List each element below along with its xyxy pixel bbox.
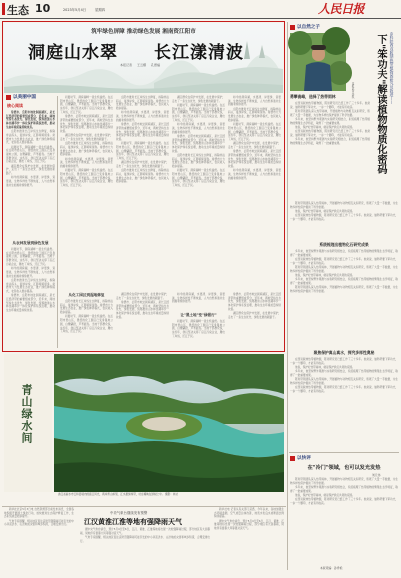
body-paragraph: 多年来，他坚持野外观测与实验研究相结合，系统梳理了热带植物的繁殖生态学特征，取得了一批重要成果。 xyxy=(290,138,370,145)
body-paragraph: 如今的洞庭湖，水更清、岸更绿、景更美，生物多样性不断恢复，人与自然和谐共生的画卷徐徐展开。 xyxy=(172,123,225,134)
top-story-column-4c xyxy=(172,320,225,348)
body-paragraph: 多年来，他坚持野外观测与实验研究相结合，系统梳理了热带植物的繁殖生态学特征，取得了一批重要成果。 xyxy=(290,278,398,285)
body-paragraph: 新华社电 记者从有关部门获悉，今年以来，各地加强生态环境监测，空气质量总体改善，地表水优良水质断面比例持续提高。 xyxy=(214,508,284,519)
body-paragraph: 初夏时节，洞庭湖畔一派生机盎然。在岳阳市君山区，曾经的化工园区已变身湿地公园，白鹭翩跹，芦苇摇曳。当地干部群众说，这些年，我们坚决关停了沿江污染企业，腾出了岸线，还江于民。 xyxy=(6,145,55,164)
body-paragraph: 初夏时节，洞庭湖畔一派生机盎然。在岳阳市君山区，曾经的化工园区已变身湿地公园，白鹭翩跹，芦苇摇曳。当地干部群众说，这些年，我们坚决关停了沿江污染企业，腾出了岸线，还江于民。 xyxy=(6,248,55,266)
body-paragraph: 在西双版纳热带植物园，陈进研究员已经工作了三十多年。他常说，做科研要下笨功夫，一步一个脚印，才能有所收获。 xyxy=(290,386,398,393)
body-paragraph: 多年来，他坚持野外观测与实验研究相结合，系统梳理了热带植物的繁殖生态学特征，取得了一批重要成果。 xyxy=(290,118,370,125)
body-paragraph: 据中央气象台消息，预计5月4日至6日，江汉、黄淮、江淮等地将出现一次较强降雨过程，部分地区有大到暴雨，局地伴有雷暴大风等强对流天气。 xyxy=(214,519,284,531)
top-story-column-4 xyxy=(172,96,225,292)
body-paragraph: 常德市、岳阳市地处洞庭湖区，是长江经济带的重要组成部分，近年来，两地坚持生态优先、绿色发展，统筹推进山水林田湖草沙一体化保护和系统治理，推动生态环境质量持续改善。 xyxy=(6,111,55,129)
body-paragraph: 岳阳市推进长江岸线生态修复，拆除非法码头，复绿岸线，江豚频频现身。常德市大力发展生态农业，推广绿色种养模式，农民收入稳步提高。 xyxy=(6,130,55,145)
body-paragraph: 常德市、岳阳市地处洞庭湖区，是长江经济带的重要组成部分，近年来，两地坚持生态优先、绿色发展，统筹推进山水林田湖草沙一体化保护和系统治理，推动生态环境质量持续改善。 xyxy=(6,294,55,313)
top-story-kicker: 筑牢绿色屏障 推动绿色发展 湘南资江阳市 xyxy=(91,29,196,35)
right-tag-icon xyxy=(290,25,295,30)
right-column-text-3 xyxy=(290,358,398,450)
body-paragraph: 陈进带领团队深入热带雨林，开展植物与动物相互关系研究，积累了大量一手数据，为生物多样性保护提供了科学依据。 xyxy=(290,110,370,117)
top-story-banner xyxy=(4,23,283,93)
body-paragraph: 如今的洞庭湖，水更清、岸更绿、景更美，生物多样性不断恢复，人与自然和谐共生的画卷徐徐展开。 xyxy=(172,293,225,304)
byline-reporter-1: 王云娜 xyxy=(137,63,147,67)
body-paragraph: 岳阳市推进长江岸线生态修复，拆除非法码头，复绿岸线，江豚频频现身。常德市大力发展生态农业，推广绿色种养模式，农民收入稳步提高。 xyxy=(6,278,55,293)
top-story-subhead-4: 让"黑土地"变"绿银行" xyxy=(180,313,217,317)
right-column-subhead-1: 勇攀高峰，选择了热带雨林 xyxy=(290,94,336,99)
right-tag-label: 以自然之子 xyxy=(297,25,320,30)
top-story-column-3 xyxy=(116,96,169,292)
right-column-tag xyxy=(290,24,320,30)
body-paragraph: 初夏时节，洞庭湖畔一派生机盎然。在岳阳市君山区，曾经的化工园区已变身湿地公园，白鹭翩跹，芦苇摇曳。当地干部群众说，这些年，我们坚决关停了沿江污染企业，腾出了岸线，还江于民。 xyxy=(172,320,225,338)
top-story-column-5b xyxy=(228,293,281,348)
body-paragraph: 初夏时节，洞庭湖畔一派生机盎然。在岳阳市君山区，曾经的化工园区已变身湿地公园，白鹭翩跹，芦苇摇曳。当地干部群众说，这些年，我们坚决关停了沿江污染企业，腾出了岸线，还江于民。 xyxy=(172,104,225,122)
byline-reporter-2: 孔德福 xyxy=(151,63,161,67)
body-paragraph: 陈进带领团队深入热带雨林，开展植物与动物相互关系研究，积累了大量一手数据，为生物多样性保护提供了科学依据。 xyxy=(290,478,398,485)
top-story-column-1b xyxy=(6,248,55,348)
body-paragraph: 初夏时节，洞庭湖畔一派生机盎然。在岳阳市君山区，曾经的化工园区已变身湿地公园，白鹭翩跹，芦苇摇曳。当地干部群众说，这些年，我们坚决关停了沿江污染企业，腾出了岸线，还江于民。 xyxy=(60,169,113,188)
top-story-subhead-2: 从农林发展到绿色发展 xyxy=(12,241,49,245)
body-paragraph: 常德市、岳阳市地处洞庭湖区，是长江经济带的重要组成部分，近年来，两地坚持生态优先、绿色发展，统筹推进山水林田湖草沙一体化保护和系统治理，推动生态环境质量持续改善。 xyxy=(228,293,281,311)
caption-text: 浙江省丽水市云和县境内的瓯江风光，两岸青山如黛，江水碧绿如带，村庄掩映在绿树之中。 xyxy=(58,493,165,496)
body-paragraph: 他说，保护好热带雨林，就是保护我们共同的家园。 xyxy=(295,274,355,277)
body-paragraph: 常德市、岳阳市地处洞庭湖区，是长江经济带的重要组成部分，近年来，两地坚持生态优先、绿色发展，统筹推进山水林田湖草沙一体化保护和系统治理，推动生态环境质量持续改善。 xyxy=(172,134,225,153)
core-reading-label: 核心阅读 xyxy=(7,103,23,108)
quick-comment-author: 刘元伟 xyxy=(372,473,381,477)
body-paragraph: 他说，保护好热带雨林，就是保护我们共同的家园。 xyxy=(295,494,355,497)
top-story-section-tag xyxy=(6,94,36,100)
bottom-story-rule xyxy=(2,506,286,507)
body-paragraph: 如今的洞庭湖，水更清、岸更绿、景更美，生物多样性不断恢复，人与自然和谐共生的画卷徐徐展开。 xyxy=(228,169,281,180)
issue-weekday: 星期四 xyxy=(95,8,106,12)
body-paragraph: 他说，保护好热带雨林，就是保护我们共同的家园。 xyxy=(295,210,355,213)
page-editor-credit: 本版责编：孙秀艳 xyxy=(320,566,343,570)
river-landscape-image xyxy=(54,354,284,492)
body-paragraph: 湖区群众在保护中发展，在发展中保护，走出了一条生态优先、绿色发展的新路子。 xyxy=(228,142,281,149)
body-paragraph: 湖区群众在保护中发展，在发展中保护，走出了一条生态优先、绿色发展的新路子。 xyxy=(116,161,169,169)
feature-title-panel xyxy=(4,354,52,492)
body-paragraph: 在西双版纳热带植物园，陈进研究员已经工作了三十多年。他常说，做科研要下笨功夫，一步一个脚印，才能有所收获。 xyxy=(290,102,370,109)
quick-comment-headline: 在"冷门"领域，也可以发光发热 xyxy=(307,465,381,471)
caption-credit: 摄影：林达 xyxy=(165,493,179,496)
body-paragraph: 陈进带领团队深入热带雨林，开展植物与动物相互关系研究，积累了大量一手数据，为生物多样性保护提供了科学依据。 xyxy=(290,286,398,293)
column-rule xyxy=(57,96,58,348)
body-paragraph: 湖区群众在保护中发展，在发展中保护，走出了一条生态优先、绿色发展的新路子。 xyxy=(60,134,113,141)
body-paragraph: 如今的洞庭湖，水更清、岸更绿、景更美，生物多样性不断恢复，人与自然和谐共生的画卷徐徐展开。 xyxy=(6,267,55,278)
section-name: 生态 xyxy=(7,4,29,17)
top-story-headline-left: 洞庭山水翠 xyxy=(28,43,118,63)
top-story-column-1 xyxy=(6,111,55,239)
body-paragraph: 常德市、岳阳市地处洞庭湖区，是长江经济带的重要组成部分，近年来，两地坚持生态优先、绿色发展，统筹推进山水林田湖草沙一体化保护和系统治理，推动生态环境质量持续改善。 xyxy=(116,123,169,141)
body-paragraph: 湖区群众在保护中发展，在发展中保护，走出了一条生态优先、绿色发展的新路子。 xyxy=(116,293,169,300)
top-story-headline-right: 长江漾清波 xyxy=(154,43,244,63)
body-paragraph: 初夏时节，洞庭湖畔一派生机盎然。在岳阳市君山区，曾经的化工园区已变身湿地公园，白鹭翩跹，芦苇摇曳。当地干部群众说，这些年，我们坚决关停了沿江污染企业，腾出了岸线，还江于民。 xyxy=(60,96,113,114)
body-paragraph: 他说，保护好热带雨林，就是保护我们共同的家园。 xyxy=(295,126,355,129)
feature-photo-caption xyxy=(58,493,280,505)
body-paragraph: 岳阳市推进长江岸线生态修复，拆除非法码头，复绿岸线，江豚频频现身。常德市大力发展生态农业，推广绿色种养模式，农民收入稳步提高。 xyxy=(172,153,225,169)
masthead xyxy=(0,0,401,22)
top-story-column-3b xyxy=(116,293,169,348)
page-number: 10 xyxy=(35,2,51,15)
body-paragraph: 湖区群众在保护中发展，在发展中保护，走出了一条生态优先、绿色发展的新路子。 xyxy=(228,312,281,319)
top-story-column-2 xyxy=(60,96,113,292)
body-paragraph: 湖区群众在保护中发展，在发展中保护，走出了一条生态优先、绿色发展的新路子。 xyxy=(172,96,225,103)
body-paragraph: 初夏时节，洞庭湖畔一派生机盎然。在岳阳市君山区，曾经的化工园区已变身湿地公园，白鹭翩跹，芦苇摇曳。当地干部群众说，这些年，我们坚决关停了沿江污染企业，腾出了岸线，还江于民。 xyxy=(116,142,169,161)
body-paragraph: 他说，保护好热带雨林，就是保护我们共同的家园。 xyxy=(295,366,355,369)
body-paragraph: 多年来，他坚持野外观测与实验研究相结合，系统梳理了热带植物的繁殖生态学特征，取得了一批重要成果。 xyxy=(290,486,398,493)
body-paragraph: 气象专家提醒，相关地区需注意防范强降雨可能引发的中小河流洪水、山洪地质灾害和城乡积涝，合理安排出行。 xyxy=(80,536,210,543)
issue-date: 2023年5月4日 xyxy=(63,8,87,12)
section-tag-icon xyxy=(6,95,11,100)
feature-photo xyxy=(54,354,284,492)
body-paragraph: 岳阳市推进长江岸线生态修复，拆除非法码头，复绿岸线，江豚频频现身。常德市大力发展生态农业，推广绿色种养模式，农民收入稳步提高。 xyxy=(116,169,169,184)
body-paragraph: 岳阳市推进长江岸线生态修复，拆除非法码头，复绿岸线，江豚频频现身。常德市大力发展生态农业，推广绿色种养模式，农民收入稳步提高。 xyxy=(60,300,113,315)
masthead-rule xyxy=(0,18,401,19)
quick-comment-tag xyxy=(290,455,311,461)
body-paragraph: 岳阳市推进长江岸线生态修复，拆除非法码头，复绿岸线，江豚频频现身。常德市大力发展生态农业，推广绿色种养模式，农民收入稳步提高。 xyxy=(228,107,281,122)
body-paragraph: 陈进带领团队深入热带雨林，开展植物与动物相互关系研究，积累了大量一手数据，为生物多样性保护提供了科学依据。 xyxy=(290,266,398,273)
section-tag-label: 以美丽中国 xyxy=(13,95,36,100)
body-paragraph: 常德市、岳阳市地处洞庭湖区，是长江经济带的重要组成部分，近年来，两地坚持生态优先、绿色发展，统筹推进山水林田湖草沙一体化保护和系统治理，推动生态环境质量持续改善。 xyxy=(228,150,281,169)
portrait-illustration xyxy=(290,33,346,91)
body-paragraph: 气象专家提醒，相关地区需注意防范强降雨可能引发的中小河流洪水、山洪地质灾害和城乡积涝，合理安排出行。 xyxy=(4,519,74,527)
right-column-text-1b xyxy=(290,202,398,242)
right-column-headline: 下"笨功夫"解读植物物质化密码 xyxy=(375,34,386,175)
top-story-subhead-3: 从化工园区到湿地修复 xyxy=(68,293,105,297)
right-column-divider xyxy=(287,22,288,570)
body-paragraph: 在西双版纳热带植物园，陈进研究员已经工作了三十多年。他常说，做科研要下笨功夫，一步一个脚印，才能有所收获。 xyxy=(290,214,398,221)
top-story-bylines xyxy=(120,63,160,67)
quick-comment-text xyxy=(290,478,398,560)
body-paragraph: 湖区群众在保护中发展，在发展中保护，走出了一条生态优先、绿色发展的新路子。 xyxy=(6,164,55,176)
body-paragraph: 常德市、岳阳市地处洞庭湖区，是长江经济带的重要组成部分，近年来，两地坚持生态优先、绿色发展，统筹推进山水林田湖草沙一体化保护和系统治理，推动生态环境质量持续改善。 xyxy=(116,301,169,319)
top-story-column-5 xyxy=(228,96,281,292)
quick-comment-icon xyxy=(290,456,295,461)
scientist-portrait xyxy=(290,33,346,91)
bottom-story-headline: 江汉黄淮江淮等地有强降雨天气 xyxy=(84,517,182,526)
bottom-story-kicker: 中央气象台继续发布预警 xyxy=(110,511,148,515)
body-paragraph: 初夏时节，洞庭湖畔一派生机盎然。在岳阳市君山区，曾经的化工园区已变身湿地公园，白鹭翩跹，芦苇摇曳。当地干部群众说，这些年，我们坚决关停了沿江污染企业，腾出了岸线，还江于民。 xyxy=(228,123,281,141)
body-paragraph: 多年来，他坚持野外观测与实验研究相结合，系统梳理了热带植物的繁殖生态学特征，取得了一批重要成果。 xyxy=(290,250,398,257)
body-paragraph: 初夏时节，洞庭湖畔一派生机盎然。在岳阳市君山区，曾经的化工园区已变身湿地公园，白鹭翩跹，芦苇摇曳。当地干部群众说，这些年，我们坚决关停了沿江污染企业，腾出了岸线，还江于民。 xyxy=(60,315,113,334)
newspaper-logo: 人民日报 xyxy=(318,2,365,16)
body-paragraph: 在西双版纳热带植物园，陈进研究员已经工作了三十多年。他常说，做科研要下笨功夫，一步一个脚印，才能有所收获。 xyxy=(290,498,398,505)
right-side-tag: 中科院西双版纳热带植物园研究员陈进—— xyxy=(390,32,395,105)
body-paragraph: 据中央气象台消息，预计5月4日至6日，江汉、黄淮、江淮等地将出现一次较强降雨过程，部分地区有大到暴雨，局地伴有雷暴大风等强对流天气。 xyxy=(80,528,210,535)
body-paragraph: 初夏时节，洞庭湖畔一派生机盎然。在岳阳市君山区，曾经的化工园区已变身湿地公园，白鹭翩跹，芦苇摇曳。当地干部群众说，这些年，我们坚决关停了沿江污染企业，腾出了岸线，还江于民。 xyxy=(172,169,225,188)
body-paragraph: 如今的洞庭湖，水更清、岸更绿、景更美，生物多样性不断恢复，人与自然和谐共生的画卷徐徐展开。 xyxy=(60,157,113,169)
right-column-subhead-2: 系统梳理出植物化石研究成果 xyxy=(319,242,369,247)
bottom-story-text xyxy=(80,528,210,570)
right-column-author: 本报记者 李纵 xyxy=(351,82,354,99)
right-column-text-1 xyxy=(290,102,370,202)
body-paragraph: 常德市、岳阳市地处洞庭湖区，是长江经济带的重要组成部分，近年来，两地坚持生态优先、绿色发展，统筹推进山水林田湖草沙一体化保护和系统治理，推动生态环境质量持续改善。 xyxy=(60,115,113,133)
body-paragraph: 多年来，他坚持野外观测与实验研究相结合，系统梳理了热带植物的繁殖生态学特征，取得了一批重要成果。 xyxy=(290,370,398,377)
body-paragraph: 岳阳市推进长江岸线生态修复，拆除非法码头，复绿岸线，江豚频频现身。常德市大力发展生态农业，推广绿色种养模式，农民收入稳步提高。 xyxy=(60,142,113,157)
top-story-column-4b xyxy=(172,293,225,311)
masthead-icon xyxy=(2,3,5,15)
body-paragraph: 在西双版纳热带植物园，陈进研究员已经工作了三十多年。他常说，做科研要下笨功夫，一步一个脚印，才能有所收获。 xyxy=(290,130,370,137)
body-paragraph: 岳阳市推进长江岸线生态修复，拆除非法码头，复绿岸线，江豚频频现身。常德市大力发展生态农业，推广绿色种养模式，农民收入稳步提高。 xyxy=(116,96,169,111)
quick-comment-label: 以快评 xyxy=(297,456,311,461)
body-paragraph: 陈进带领团队深入热带雨林，开展植物与动物相互关系研究，积累了大量一手数据，为生物多样性保护提供了科学依据。 xyxy=(290,202,398,209)
right-column-subhead-3: 聚焦保护真山真水，探究多样性奥秘 xyxy=(313,350,375,355)
feature-vertical-title: 青山绿水间 xyxy=(20,384,33,444)
body-paragraph: 陈进带领团队深入热带雨林，开展植物与动物相互关系研究，积累了大量一手数据，为生物多样性保护提供了科学依据。 xyxy=(290,378,398,385)
body-paragraph: 如今的洞庭湖，水更清、岸更绿、景更美，生物多样性不断恢复，人与自然和谐共生的画卷徐徐展开。 xyxy=(6,176,55,187)
byline-role: 本报记者 xyxy=(120,63,133,67)
body-paragraph: 在西双版纳热带植物园，陈进研究员已经工作了三十多年。他常说，做科研要下笨功夫，一步一个脚印，才能有所收获。 xyxy=(290,358,398,365)
body-paragraph: 在西双版纳热带植物园，陈进研究员已经工作了三十多年。他常说，做科研要下笨功夫，一步一个脚印，才能有所收获。 xyxy=(290,258,398,265)
body-paragraph: 如今的洞庭湖，水更清、岸更绿、景更美，生物多样性不断恢复，人与自然和谐共生的画卷徐徐展开。 xyxy=(116,111,169,122)
top-story-column-2b xyxy=(60,300,113,348)
quick-comment-rule xyxy=(289,452,399,453)
right-column-text-2 xyxy=(290,250,398,348)
body-paragraph: 如今的洞庭湖，水更清、岸更绿、景更美，生物多样性不断恢复，人与自然和谐共生的画卷徐徐展开。 xyxy=(228,96,281,107)
bottom-right-column xyxy=(214,508,284,570)
body-paragraph: 新华社北京5月3日电 自然资源部日前发布消息，全国各地积极开展国土绿化行动，加快推进生态保护修复工作，生态系统质量稳步提升。 xyxy=(4,508,74,519)
bottom-left-column xyxy=(4,508,74,570)
